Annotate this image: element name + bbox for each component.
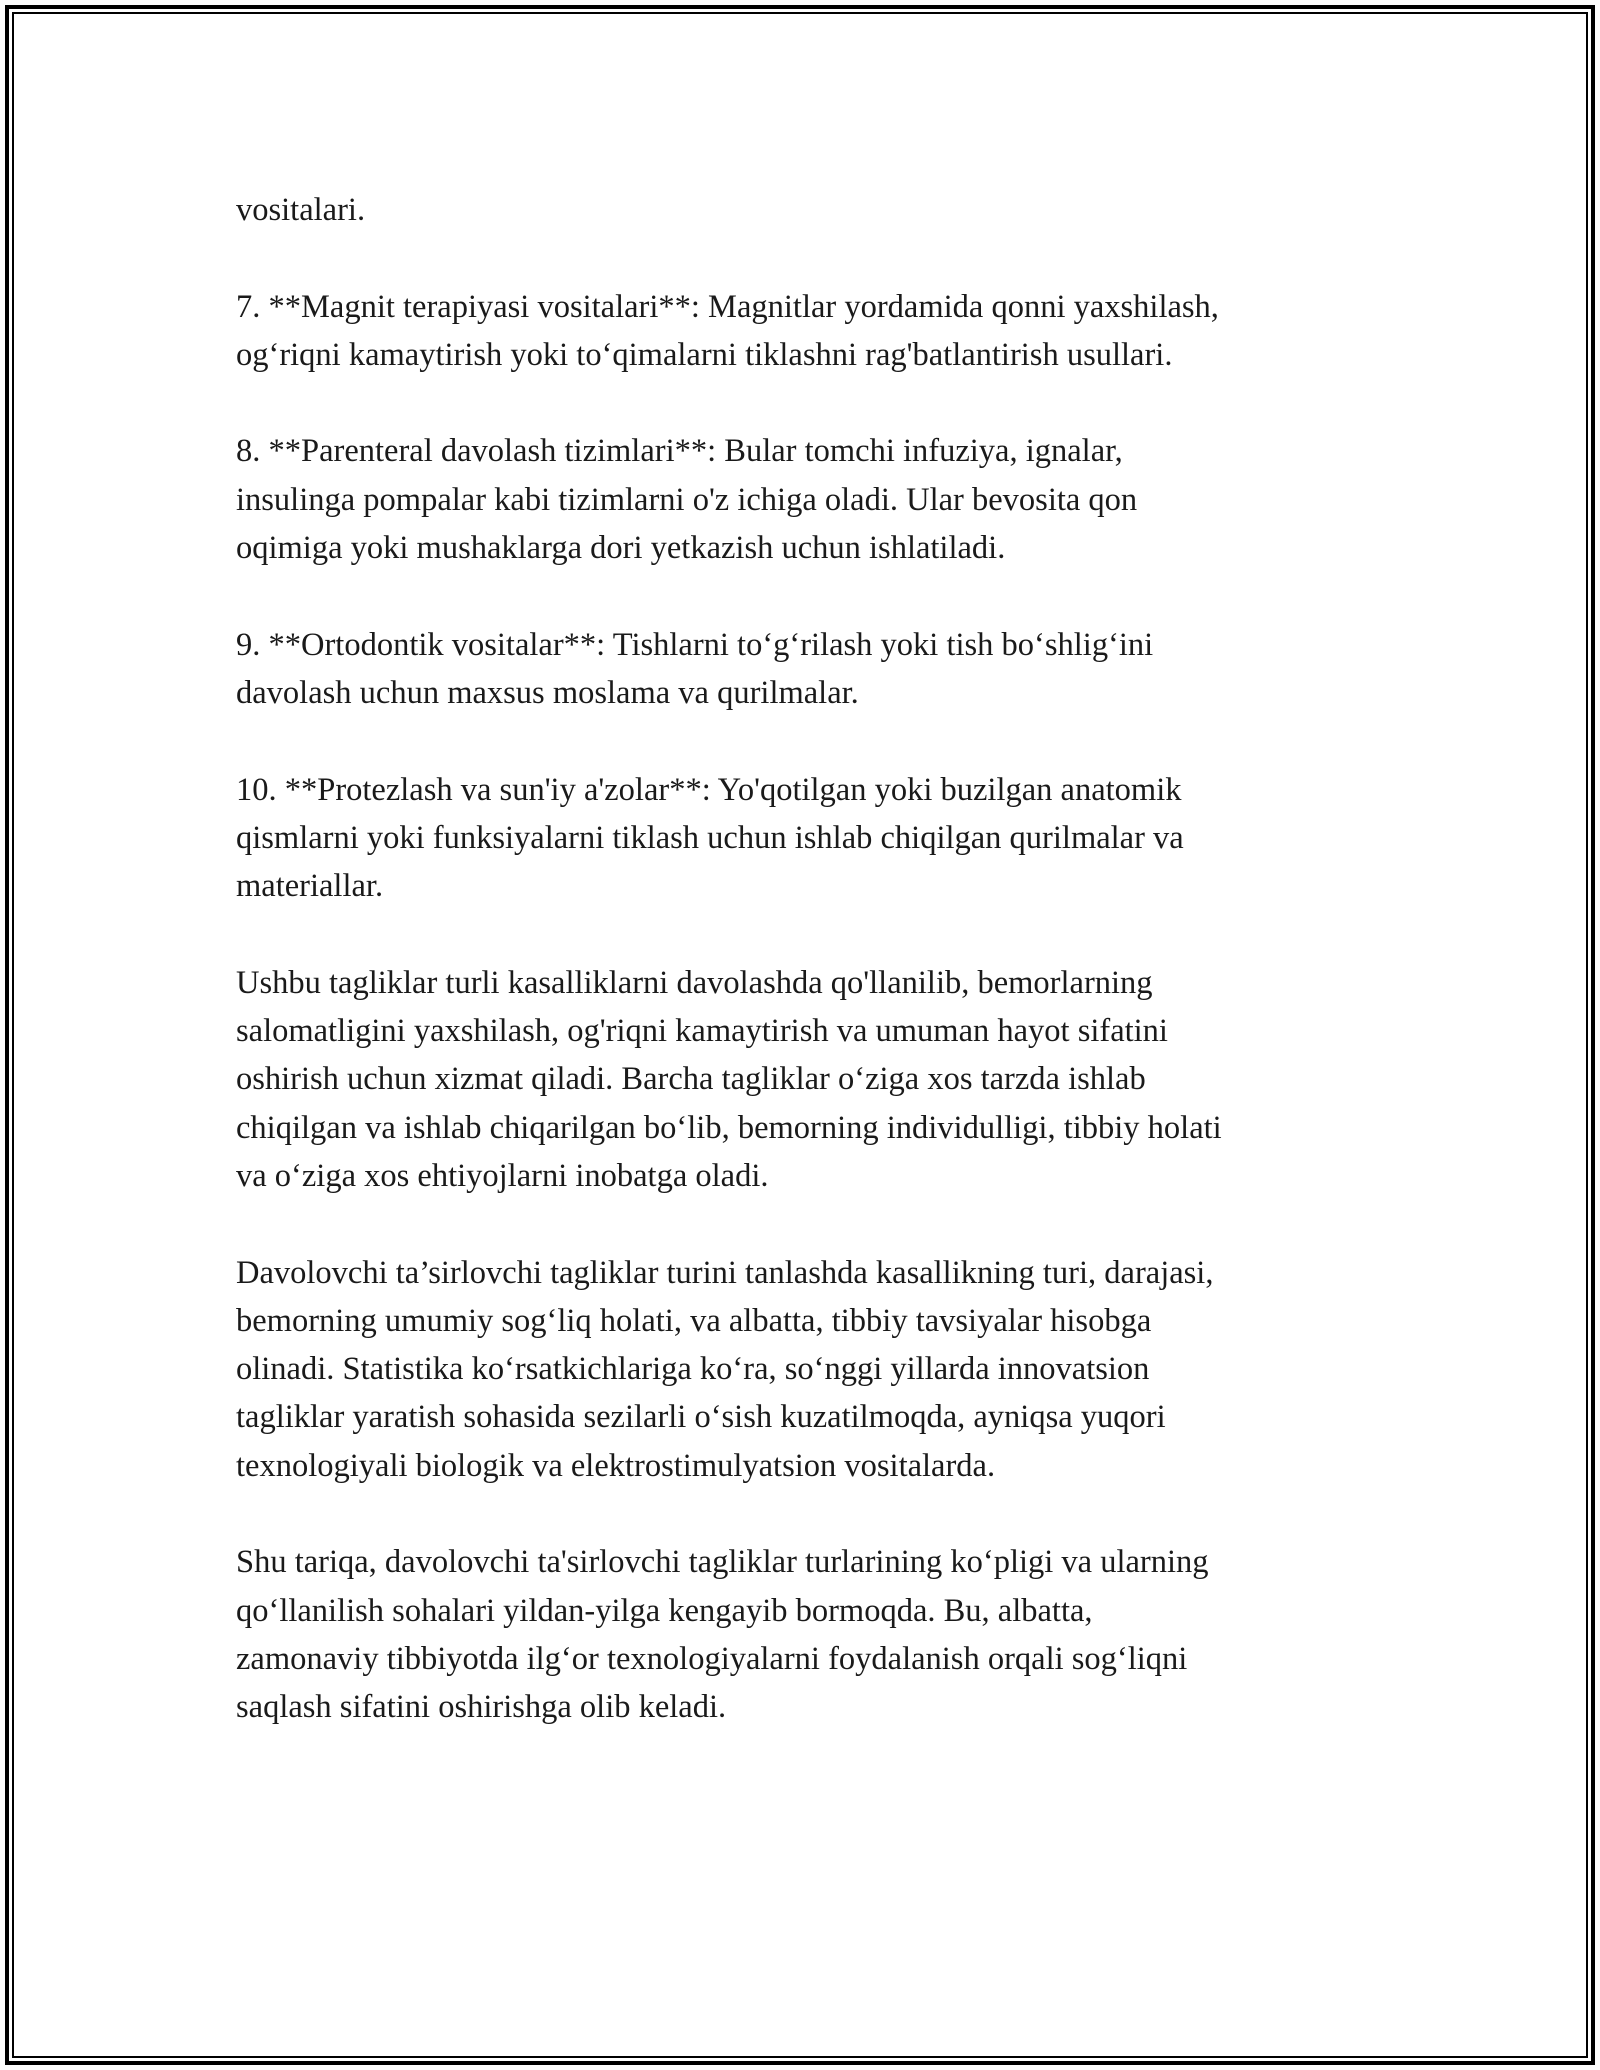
paragraph-conclusion: Shu tariqa, davolovchi ta'sirlovchi tagliklar turlarining ko‘pligi va ularning qo‘llanilish sohalari yildan-yilga kengayib bormoqda. Bu, albatta, zamonaviy tibbiyotda ilg‘or texnologiyalarni foydalanish orqali sog‘liqni saqlash sifatini oshirishga olib keladi.: [236, 1544, 1209, 1726]
document-body: [236, 186, 1366, 1780]
paragraph-item-8: 8. **Parenteral davolash tizimlari**: Bular tomchi infuziya, ignalar, insulinga pompalar kabi tizimlarni o'z ichiga oladi. Ular bevosita qon oqimiga yoki mushaklarga dori yetkazish uchun ishlatiladi.: [236, 433, 1138, 567]
paragraph-selection: Davolovchi ta’sirlovchi tagliklar turini tanlashda kasallikning turi, darajasi, bemorning umumiy sog‘liq holati, va albatta, tibbiy tavsiyalar hisobga olinadi. Statistika ko‘rsatkichlariga ko‘ra, so‘nggi yillarda innovatsion tagliklar yaratish sohasida sezilarli o‘sish kuzatilmoqda, ayniqsa yuqori texnologiyali biologik va elektrostimulyatsion vositalarda.: [236, 1254, 1214, 1484]
paragraph-item-10: 10. **Protezlash va sun'iy a'zolar**: Yo'qotilgan yoki buzilgan anatomik qismlarni yoki funksiyalarni tiklash uchun ishlab chiqilgan qurilmalar va materiallar.: [236, 771, 1184, 905]
paragraph-continuation: vositalari.: [236, 192, 366, 228]
paragraph-summary: Ushbu tagliklar turli kasalliklarni davolashda qo'llanilib, bemorlarning salomatligini yaxshilash, og'riqni kamaytirish va umuman hayot sifatini oshirish uchun xizmat qiladi. Barcha tagliklar o‘ziga xos tarzda ishlab chiqilgan va ishlab chiqarilgan bo‘lib, bemorning individulligi, tibbiy holati va o‘ziga xos ehtiyojlarni inobatga oladi.: [236, 964, 1222, 1194]
paragraph-item-9: 9. **Ortodontik vositalar**: Tishlarni to‘g‘rilash yoki tish bo‘shlig‘ini davolash uchun maxsus moslama va qurilmalar.: [236, 626, 1154, 711]
paragraph-item-7: 7. **Magnit terapiyasi vositalari**: Magnitlar yordamida qonni yaxshilash, og‘riqni kamaytirish yoki to‘qimalarni tiklashni rag'batlantirish usullari.: [236, 288, 1219, 373]
